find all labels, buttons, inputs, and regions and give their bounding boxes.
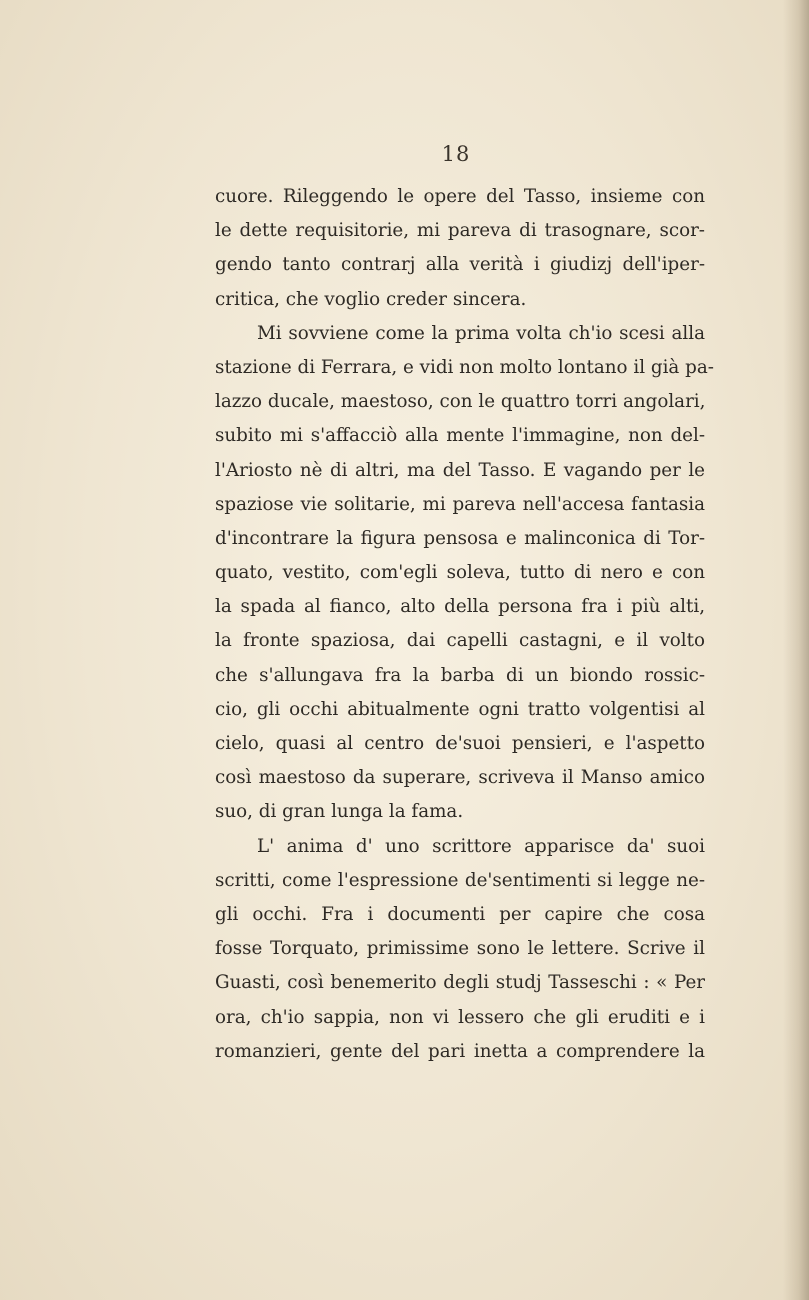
page-edge-shadow	[783, 0, 809, 1300]
text-line: cielo, quasi al centro de'suoi pensieri, e l'aspetto	[215, 733, 705, 754]
text-line: L' anima d' uno scrittore apparisce da' suoi	[257, 835, 705, 857]
text-line: spaziose vie solitarie, mi pareva nell'accesa fantasia	[215, 493, 705, 515]
text-line: lazzo ducale, maestoso, con le quattro torri angolari,	[215, 391, 706, 413]
text-line: romanzieri, gente del pari inetta a comprendere la	[215, 1040, 705, 1062]
text-line: Mi sovviene come la prima volta ch'io scesi alla	[257, 322, 705, 344]
text-line: suo, di gran lunga la fama.	[215, 801, 464, 823]
text-line: che s'allungava fra la barba di un biondo rossic-	[215, 664, 705, 686]
text-line: ora, ch'io sappia, non vi lessero che gli eruditi e i	[215, 1006, 705, 1028]
text-line: Guasti, così benemerito degli studj Tasseschi : « Per	[215, 972, 705, 994]
body-text	[215, 180, 714, 1069]
text-line: cio, gli occhi abitualmente ogni tratto volgentisi al	[215, 698, 705, 720]
text-line: le dette requisitorie, mi pareva di trasognare, scor-	[215, 220, 705, 242]
text-line: stazione di Ferrara, e vidi non molto lontano il già pa-	[215, 356, 714, 378]
text-line: l'Ariosto nè di altri, ma del Tasso. E vagando per le	[215, 459, 705, 481]
page-number: 18	[441, 142, 471, 166]
text-line: fosse Torquato, primissime sono le lettere. Scrive il	[215, 938, 705, 960]
text-line: scritti, come l'espressione de'sentimenti si legge ne-	[215, 869, 705, 891]
text-line: critica, che voglio creder sincera.	[215, 288, 527, 310]
text-line: d'incontrare la figura pensosa e malinconica di Tor-	[215, 527, 705, 549]
text-line: così maestoso da superare, scriveva il Manso amico	[215, 767, 705, 789]
text-line: gendo tanto contrarj alla verità i giudizj dell'iper-	[215, 254, 705, 276]
text-line: la fronte spaziosa, dai capelli castagni, e il volto	[215, 630, 705, 652]
text-line: subito mi s'affacciò alla mente l'immagine, non del-	[215, 425, 705, 447]
text-line: cuore. Rileggendo le opere del Tasso, insieme con	[215, 186, 705, 207]
text-line: gli occhi. Fra i documenti per capire che cosa	[215, 903, 705, 925]
text-line: la spada al fianco, alto della persona fra i più alti,	[215, 596, 705, 618]
text-line: quato, vestito, com'egli soleva, tutto di nero e con	[215, 562, 705, 584]
